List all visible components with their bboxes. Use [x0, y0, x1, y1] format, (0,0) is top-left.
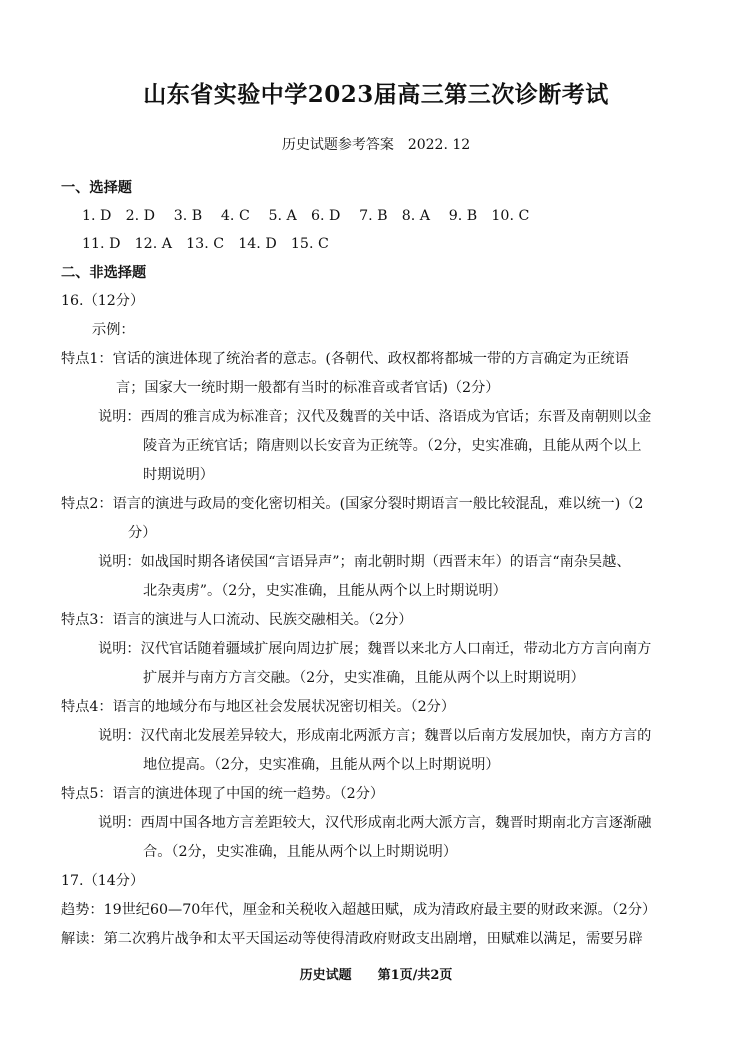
footer-subject: 历史试题	[299, 968, 352, 983]
feature-line: 特点1：官话的演进体现了统治者的意志。(各朝代、政权都将都城一带的方言确定为正统语	[61, 351, 629, 367]
feature-line-cont: 言；国家大一统时期一般都有当时的标准音或者官话)（2分）	[116, 380, 500, 396]
question-number: 17.（14分）	[61, 873, 145, 889]
feature-line: 特点4：语言的地域分布与地区社会发展状况密切相关。（2分）	[61, 699, 456, 715]
exam-title: 山东省实验中学2023届高三第三次诊断考试	[143, 81, 609, 108]
section-heading-nonchoice: 二、非选择题	[61, 265, 147, 281]
explanation-line-cont: 地位提高。（2分，史实准确，且能从两个以上时期说明）	[143, 757, 500, 773]
feature-line: 特点5：语言的演进体现了中国的统一趋势。（2分）	[61, 786, 385, 802]
feature-line: 特点2：语言的演进与政局的变化密切相关。(国家分裂时期语言一般比较混乱，难以统一)（2	[61, 496, 644, 512]
question-number: 16.（12分）	[61, 293, 145, 309]
interpretation-line: 解读：第二次鸦片战争和太平天国运动等使得清政府财政支出剧增，田赋难以满足，需要另辟	[61, 931, 643, 947]
explanation-line-cont: 合。（2分，史实准确，且能从两个以上时期说明）	[143, 844, 458, 860]
section-heading-choice: 一、选择题	[61, 180, 132, 196]
explanation-line-cont: 北杂夷虏”。（2分，史实准确，且能从两个以上时期说明）	[143, 583, 507, 599]
explanation-line: 说明：西周中国各地方言差距较大，汉代形成南北两大派方言，魏晋时期南北方言逐渐融	[98, 815, 652, 831]
explanation-line: 说明：西周的雅言成为标准音；汉代及魏晋的关中话、洛语成为官话；东晋及南朝则以金	[98, 409, 652, 425]
explanation-line: 说明：汉代南北发展差异较大，形成南北两派方言；魏晋以后南方发展加快，南方方言的	[98, 728, 652, 744]
explanation-line: 说明：如战国时期各诸侯国“言语异声”；南北朝时期（西晋末年）的语言“南杂吴越、	[98, 554, 631, 570]
answer-key-subtitle: 历史试题参考答案 2022. 12	[281, 137, 471, 153]
answer-row: 1. D 2. D 3. B 4. C 5. A 6. D 7. B 8. A 9. B 10. C	[82, 208, 530, 224]
explanation-line-cont: 时期说明）	[143, 467, 214, 483]
answer-row: 11. D 12. A 13. C 14. D 15. C	[82, 236, 329, 252]
explanation-line-cont: 扩展并与南方方言交融。（2分，史实准确，且能从两个以上时期说明）	[143, 670, 585, 686]
trend-line: 趋势：19世纪60—70年代，厘金和关税收入超越田赋，成为清政府最主要的财政来源。（2分）	[61, 902, 657, 918]
page-footer	[0, 964, 752, 983]
explanation-line: 说明：汉代官话随着疆域扩展向周边扩展；魏晋以来北方人口南迁，带动北方方言向南方	[98, 641, 652, 657]
explanation-line-cont: 陵音为正统官话；隋唐则以长安音为正统等。（2分，史实准确，且能从两个以上	[143, 438, 642, 454]
feature-line: 特点3：语言的演进与人口流动、民族交融相关。（2分）	[61, 612, 413, 628]
example-label: 示例：	[92, 322, 135, 338]
feature-line-cont: 分）	[128, 525, 157, 541]
footer-page-number: 第1页/共2页	[377, 968, 453, 983]
